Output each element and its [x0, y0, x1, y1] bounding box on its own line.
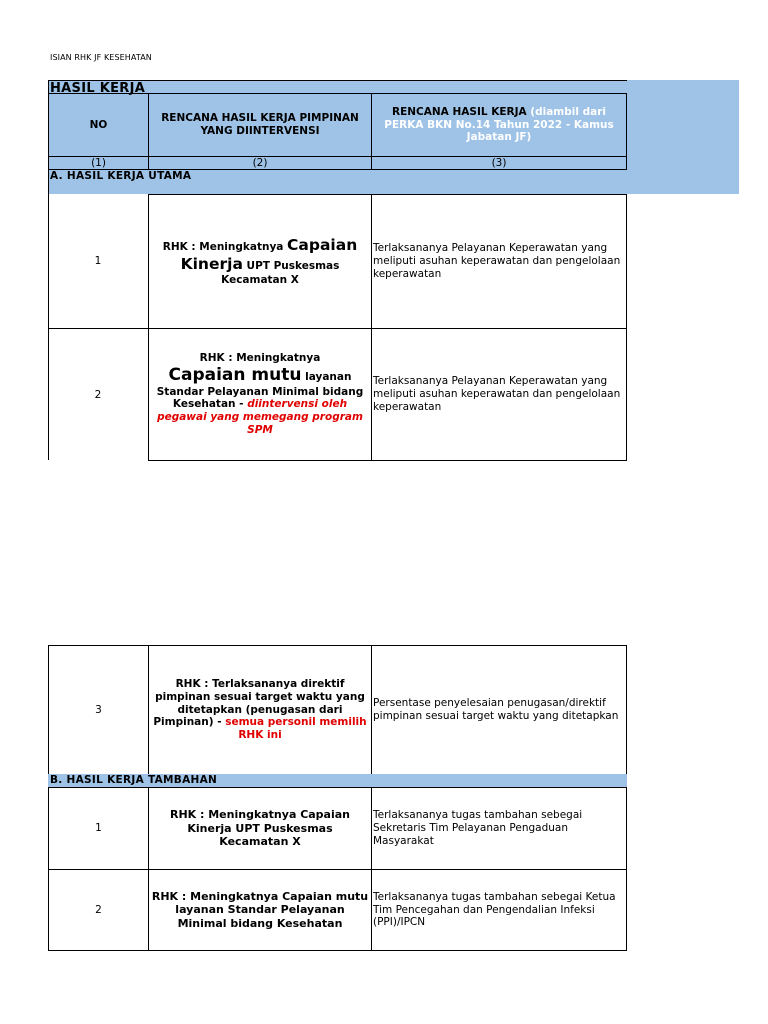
section-a-label: A. HASIL KERJA UTAMA [50, 170, 192, 182]
col-number-1-label: (1) [91, 156, 106, 169]
row-a2-rencana-text: Terlaksananya Pelayanan Keperawatan yang meliputi asuhan keperawatan dan pengelolaan keperawatan [373, 375, 621, 413]
row-a3-rhk-red-note: semua personil memilih RHK ini [225, 716, 367, 742]
row-a1-rhk-kinerja: Kinerja [180, 255, 243, 274]
row-a1-rhk-capaian: Capaian [287, 236, 358, 255]
col-number-1 [48, 156, 149, 170]
row-a3-rhk-text: RHK : Terlaksananya direktif pimpinan sesuai target waktu yang ditetapkan (penugasan dari Pimpinan) - [153, 678, 365, 729]
row-a2-rhk-prefix: RHK : Meningkatnya [199, 352, 321, 365]
col-number-2 [148, 156, 372, 170]
col-number-3-label: (3) [491, 156, 507, 169]
row-b2-rencana-text: Terlaksananya tugas tambahan sebegai Ketua Tim Pencegahan dan Pengendalian Infeksi (PPI)/IPCN [373, 890, 616, 929]
row-a2-rencana [371, 328, 627, 461]
row-b2-no-value: 2 [95, 903, 102, 916]
row-a3-rhk [148, 645, 372, 775]
row-a3-no [48, 645, 149, 775]
row-b1-rhk-text: RHK : Meningkatnya Capaian Kinerja UPT Puskesmas Kecamatan X [169, 808, 351, 849]
header-rencana-note: (diambil dari PERKA BKN No.14 Tahun 2022 - Kamus Jabatan JF) [384, 105, 614, 144]
row-a1-rhk [148, 194, 372, 329]
row-b1-rhk [148, 787, 372, 870]
row-a3-rencana [371, 645, 627, 775]
row-a2-no [48, 328, 149, 461]
header-rencana-pimpinan-label: RENCANA HASIL KERJA PIMPINAN YANG DIINTERVENSI [161, 112, 359, 137]
row-a2-rhk-capaian-mutu: Capaian mutu [168, 364, 302, 385]
row-b1-rencana [371, 787, 627, 870]
header-rencana-label: RENCANA HASIL KERJA [392, 105, 527, 118]
header-no-label: NO [89, 118, 108, 131]
row-a2-rhk-red-note: diintervensi oleh pegawai yang memegang program SPM [157, 398, 363, 437]
row-b2-rhk-text: RHK : Meningkatnya Capaian mutu layanan Standar Pelayanan Minimal bidang Kesehatan [151, 889, 369, 930]
col-number-2-label: (2) [252, 156, 268, 169]
row-a3-rencana-text: Persentase penyelesaian penugasan/direktif pimpinan sesuai target waktu yang ditetapkan [373, 697, 619, 722]
row-a1-rencana [371, 194, 627, 329]
row-b2-no [48, 869, 149, 951]
row-a1-rhk-rest: UPT Puskesmas Kecamatan X [221, 260, 340, 286]
row-a2-rhk [148, 328, 372, 461]
header-no [48, 93, 149, 157]
document-title: ISIAN RHK JF KESEHATAN [50, 53, 152, 62]
row-b2-rhk [148, 869, 372, 951]
col-number-3 [371, 156, 627, 170]
row-b1-no [48, 787, 149, 870]
row-a1-no [48, 194, 149, 329]
row-b2-rencana [371, 869, 627, 951]
row-a1-no-value: 1 [94, 254, 102, 267]
row-a2-no-value: 2 [94, 388, 102, 401]
row-b1-no-value: 1 [95, 822, 102, 835]
row-a3-no-value: 3 [95, 703, 102, 716]
row-a1-rhk-prefix: RHK : Meningkatnya [162, 241, 288, 254]
table-title: HASIL KERJA [50, 81, 146, 96]
row-a1-rencana-text: Terlaksananya Pelayanan Keperawatan yang meliputi asuhan keperawatan dan pengelolaan keperawatan [373, 242, 621, 280]
row-b1-rencana-text: Terlaksananya tugas tambahan sebegai Sekretaris Tim Pelayanan Pengaduan Masyarakat [373, 809, 583, 847]
header-rencana-pimpinan [148, 93, 372, 157]
header-rencana-hasil-kerja [371, 93, 627, 157]
section-b-label: B. HASIL KERJA TAMBAHAN [50, 774, 218, 786]
row-a2-rhk-rest: layanan Standar Pelayanan Minimal bidang Kesehatan - [156, 370, 364, 411]
